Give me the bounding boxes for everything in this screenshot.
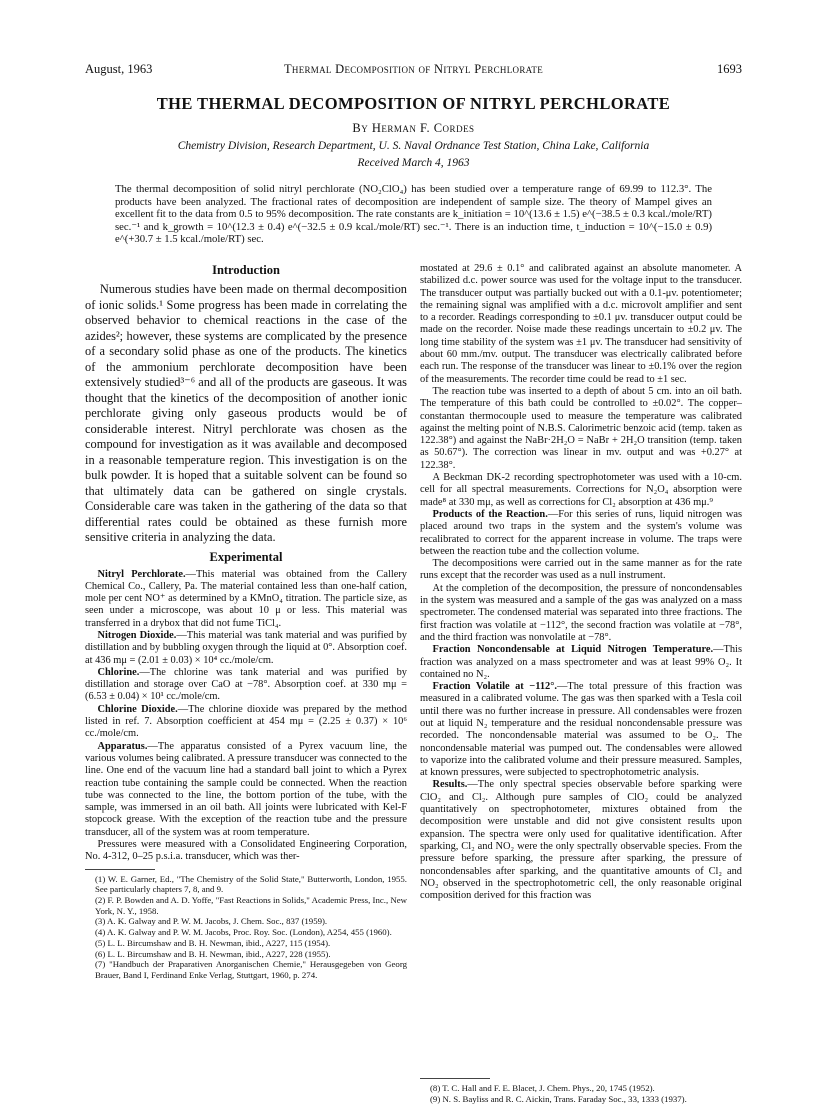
paragraph-text: —The chlorine dioxide was prepared by the method listed in ref. 7. Absorption coefficient at 454 mμ = (2.25 ± 0.37) × 10⁶ cc./mole/cm. xyxy=(85,703,407,740)
paragraph-products xyxy=(420,509,742,558)
paragraph-text: —The total pressure of this fraction was measured in a calibrated volume. The gas was then sparked with a Tesla coil until there was no further increase in pressure. All condensables were frozen out at liquid N₂ temperature and the residual noncondensable pressure was recorded. The noncondensable material was assumed to be O₂. The noncondensable material was pumped out. The condensables were allowed to vaporize into the calibrated volume and their pressure measured. Samples, at known pressures, were subjected to spectrophotometric analysis. xyxy=(420,681,742,779)
paragraph-pressures: Pressures were measured with a Consolidated Engineering Corporation, No. 4-312, 0–25 p.s.i.a. transducer, which was ther- xyxy=(85,839,407,863)
run-in-heading: Nitrogen Dioxide. xyxy=(97,629,177,641)
footnote-1: (1) W. E. Garner, Ed., "The Chemistry of the Solid State," Butterworth, London, 1955. See particularly chapters 7, 8, and 9. xyxy=(95,873,407,895)
paragraph-nitrogen-dioxide xyxy=(85,630,407,667)
introduction-paragraph: Numerous studies have been made on thermal decomposition of ionic solids.¹ Some progress has been made in correlating the observed behavior to chemical reactions in the case of the azides²; however, these systems are complicated by the presence of a secondary solid phase as one of the products. The kinetics of the ammonium perchlorate decomposition have been extensively studied³⁻⁶ and all of the products are gaseous. It was thought that the kinetics of the decomposition of another ionic perchlorate giving only gaseous products would be of considerable interest. Nitryl perchlorate was chosen as the compound for investigation as it was available and decomposed in a reasonable temperature region. This investigation is on the bulk powder. It is hoped that a suitable solvent can be found so that ultimately data can be gathered on single crystals. Considerable care was taken in the gathering of the data so that differential rates could be obtained as these furnish more sensitive criteria in analyzing the data. xyxy=(85,282,407,544)
issue-date: August, 1963 xyxy=(85,62,153,76)
footnote-9: (9) N. S. Bayliss and R. C. Aickin, Trans. Faraday Soc., 33, 1333 (1937). xyxy=(430,1093,687,1104)
right-footnotes xyxy=(420,1078,742,1104)
run-in-heading: Apparatus. xyxy=(97,740,148,752)
paragraph-text: —This fraction was analyzed on a mass spectrometer and was at least 99% O₂. It contained no N₂. xyxy=(420,644,742,680)
paragraph-text: —The only spectral species observable before sparking were ClO₂ and Cl₂. Although pure samples of ClO₂ could be analyzed quantitatively on spectrophotometer, mixtures obtained from the decomposition were unstable and did not give consistent results upon expansion. The spectra were only used for qualitative identification. After sparking, Cl₂ and NO₂ were the only spectrally observable species. From the pressure before sparking, the pressure after sparking, the pressure of noncondensables after sparking, and the quantitative amounts of Cl₂ and NO₂ observed in the spectrophotometric cell, the only reasonable original composition derived for this fraction was xyxy=(420,779,742,902)
article-title: THE THERMAL DECOMPOSITION OF NITRYL PERCHLORATE xyxy=(156,94,671,113)
paragraph-spectrophotometer: A Beckman DK-2 recording spectrophotometer was used with a 10-cm. cell for all spectral measurements. Corrections for N₂O₄ absorption were made⁸ at 330 mμ, as well as corrections for Cl₂ absorption at 436 mμ.⁹ xyxy=(420,472,742,508)
paragraph-reaction-tube: The reaction tube was inserted to a depth of about 5 cm. into an oil bath. The temperature of this bath could be controlled to ±0.02°. The copper–constantan thermocouple used to measure the temperature was calibrated against the melting point of N.B.S. Calorimetric benzoic acid (temp. taken as 122.38°) and against the NaBr·2H₂O = NaBr + 2H₂O transition (temp. taken as 50.67°). The correction was linear in mv. output and was +0.27° at 122.38°. xyxy=(420,385,742,471)
paragraph-decompositions: The decompositions were carried out in the same manner as for the rate runs except that the recorder was used as a null instrument. xyxy=(420,558,742,582)
introduction-heading: Introduction xyxy=(212,263,280,277)
running-head xyxy=(85,62,742,78)
run-in-heading: Chlorine. xyxy=(97,666,140,678)
running-title: Thermal Decomposition of Nitryl Perchlorate xyxy=(283,62,544,76)
paragraph-text: —For this series of runs, liquid nitrogen was placed around two traps in the system and the system's volume was recalibrated to correct for the apparent increase in volume. The traps were between the reaction tube and the collection volume. xyxy=(420,508,742,557)
run-in-heading: Nitryl Perchlorate. xyxy=(97,568,186,580)
paragraph-chlorine-dioxide xyxy=(85,704,407,741)
run-in-heading: Fraction Noncondensable at Liquid Nitrogen Temperature. xyxy=(432,644,714,656)
footnote-5: (5) L. L. Bircumshaw and B. H. Newman, ibid., A227, 115 (1954). xyxy=(95,937,331,948)
paragraph-text: —This material was obtained from the Callery Chemical Co., Callery, Pa. The material contained less than one-half cation, mole per cent NO⁺ as determined by a KMnO₄ titration. The particle size, as seen under a microscope, was about 10 μ or less. This material was transferred in a drybox that did not fume TiCl₄. xyxy=(85,568,407,629)
paragraph-chlorine xyxy=(85,667,407,704)
paragraph-fraction-noncondensable xyxy=(420,644,742,681)
footnote-3: (3) A. K. Galway and P. W. M. Jacobs, J. Chem. Soc., 837 (1959). xyxy=(95,916,328,927)
paragraph-text: —The chlorine was tank material and was purified by distillation and storage over CaO at −78°. Absorption coef. at 330 mμ = (6.53 ± 0.04) × 10¹ cc./mole/cm. xyxy=(85,666,407,703)
experimental-heading: Experimental xyxy=(209,549,283,564)
page-number: 1693 xyxy=(717,62,742,76)
run-in-heading: Products of the Reaction. xyxy=(432,508,548,520)
paragraph-text: —The apparatus consisted of a Pyrex vacuum line, the various volumes being calibrated. A pressure transducer was connected to the line. One end of the vacuum line had a standard ball joint to which a Pyrex reaction tube containing the sample could be connected. When the reaction tube was connected to the line, the bottom portion of the tube, with the sample, was immersed in an oil bath. All joints were lubricated with Kel-F stopcock grease. With the exception of the reaction tube and the pressure transducer, all of the system was at room temperature. xyxy=(85,740,407,838)
footnote-rule xyxy=(420,1078,490,1079)
right-column xyxy=(420,263,742,902)
paragraph-completion: At the completion of the decomposition, the pressure of noncondensables in the system was measured and a sample of the gas was analyzed on a mass spectrometer. The condensed material was separated into three fractions. The first fraction was volatile at −112°, the second fraction was volatile at −78°, and the third fraction was nonvolatile at −78°. xyxy=(420,582,742,643)
paragraph-transducer: mostated at 29.6 ± 0.1° and calibrated against an absolute manometer. A stabilized d.c. power source was used for the voltage input to the transducer. The transducer output was partially bucked out with a 0.1-μv. potentiometer; the remaining signal was amplified with a d.c. microvolt amplifier and sent to a recorder. Readings corresponding to ±0.1 μv. transducer output could be made on the recorder. Noise made these readings uncertain to ±0.2 μv. The long time stability of the system was ±1 μv. The transducer had sensitivity of about 60 mm./mv. output. The transducer was electrically calibrated before each run. The response of the transducer was linear to ±0.1% over the region of the measurements. The recorder time could be read to ±1 sec. xyxy=(420,263,742,385)
paragraph-apparatus xyxy=(85,741,407,839)
run-in-heading: Fraction Volatile at −112°. xyxy=(432,681,557,693)
footnote-7: (7) "Handbuch der Praparativen Anorganischen Chemie," Herausgegeben von Georg Brauer, Band I, Ferdinand Enke Verlag, Stuttgart, 1960, p. 274. xyxy=(95,959,407,980)
run-in-heading: Results. xyxy=(432,779,468,791)
run-in-heading: Chlorine Dioxide. xyxy=(97,703,178,715)
footnote-4: (4) A. K. Galway and P. W. M. Jacobs, Proc. Roy. Soc. (London), A254, 455 (1960). xyxy=(95,927,392,938)
paragraph-nitryl-perchlorate xyxy=(85,569,407,630)
footnote-6: (6) L. L. Bircumshaw and B. H. Newman, ibid., A227, 228 (1955). xyxy=(95,948,331,959)
byline: By Herman F. Cordes xyxy=(352,121,475,135)
paragraph-fraction-volatile xyxy=(420,681,742,779)
left-column xyxy=(85,263,407,981)
paragraph-results xyxy=(420,779,742,902)
paragraph-text: —This material was tank material and was purified by distillation and by bubbling oxygen through the liquid at 0°. Absorption coef. at 436 mμ = (2.01 ± 0.03) × 10⁴ cc./mole/cm. xyxy=(85,629,408,666)
abstract: The thermal decomposition of solid nitryl perchlorate (NO₂ClO₄) has been studied over a temperature range of 69.99 to 112.3°. The products have been analyzed. The fractional rates of decomposition are independent of sample size. The theory of Mampel gives an excellent fit to the data from 0.5 to 95% decomposition. The rate constants are k_initiation = 10^(13.6 ± 1.5) e^(−38.5 ± 0.3 kcal./mole/RT) sec.⁻¹ and k_growth = 10^(12.3 ± 0.4) e^(−32.5 ± 0.9 kcal./mole/RT) sec.⁻¹. There is an induction time, t_induction = 10^(−15.0 ± 0.9) e^(+30.7 ± 1.5 kcal./mole/RT) sec. xyxy=(115,183,712,246)
footnote-8: (8) T. C. Hall and F. E. Blacet, J. Chem. Phys., 20, 1745 (1952). xyxy=(430,1083,655,1093)
footnote-2: (2) F. P. Bowden and A. D. Yoffe, "Fast Reactions in Solids," Academic Press, Inc., New York, N. Y., 1958. xyxy=(95,895,407,916)
affiliation: Chemistry Division, Research Department, U. S. Naval Ordnance Test Station, China Lake, California xyxy=(177,140,650,152)
footnote-rule xyxy=(85,869,155,870)
received-date: Received March 4, 1963 xyxy=(357,157,470,169)
